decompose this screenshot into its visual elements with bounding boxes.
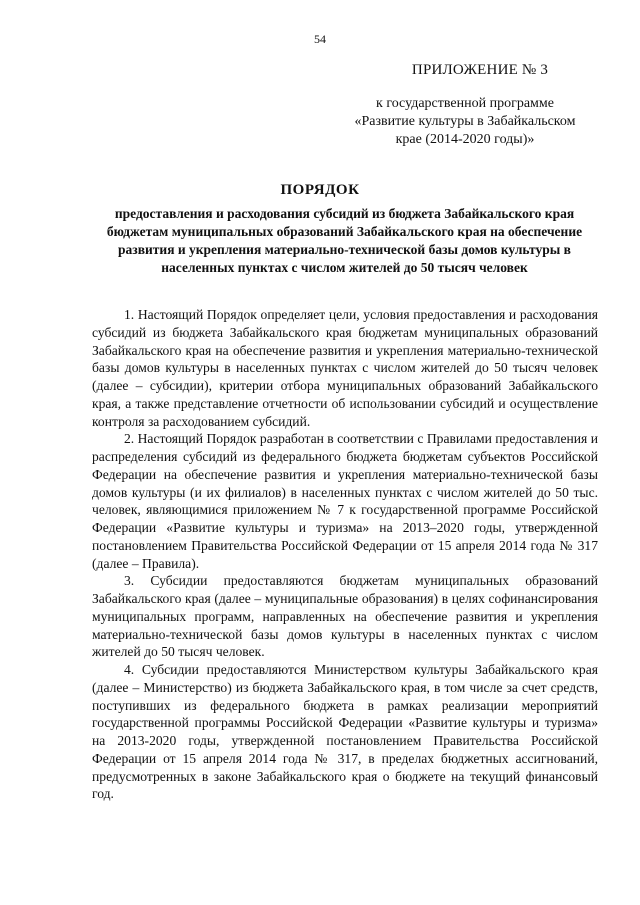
paragraph: 4. Субсидии предоставляются Министерством культуры Забайкальского края (далее – Министерство) из бюджета Забайкальского края, в том числе за счет средств, поступивших из федерального бюджета в рамках реализации мероприятий государственной программы Российской Федерации «Развитие культуры и туризма» на 2013-2020 годы, утвержденной постановлением Правительства Российской Федерации от 15 апреля 2014 года № 317, в пределах бюджетных ассигнований, предусмотренных в законе Забайкальского края о бюджете на текущий финансовый год. [92,662,598,802]
document-title: ПОРЯДОК [280,182,360,198]
paragraph: 3. Субсидии предоставляются бюджетам муниципальных образований Забайкальского края (далее – муниципальные образования) в целях софинансирования муниципальных программ, направленных на обеспечение развития и укрепления материально-технической базы домов культуры в населенных пунктах с числом жителей до 50 тысяч человек. [92,573,598,660]
appendix-reference-line: к государственной программе [376,96,554,111]
appendix-reference-line: «Развитие культуры в Забайкальском [354,114,576,129]
page-number: 54 [314,32,326,46]
document-body [92,306,598,803]
paragraph: 1. Настоящий Порядок определяет цели, условия предоставления и расходования субсидий из бюджета Забайкальского края бюджетам муниципальных образований Забайкальского края на обеспечение развития и укрепления материально-технической базы домов культуры в населенных пунктах с числом жителей до 50 тысяч человек (далее – субсидии), критерии отбора муниципальных образований Забайкальского края, а также представление отчетности об использовании субсидий и осуществление контроля за расходованием субсидий. [92,307,598,429]
appendix-reference [330,95,600,149]
appendix-reference-line: крае (2014-2020 годы)» [395,132,535,147]
paragraph: 2. Настоящий Порядок разработан в соответствии с Правилами предоставления и распределения субсидий из федерального бюджета бюджетам субъектов Российской Федерации на обеспечение развития и укрепления материально-технической базы домов культуры (и их филиалов) в населенных пунктах с числом жителей до 50 тыс. человек, являющимися приложением № 7 к государственной программе Российской Федерации «Развитие культуры и туризма» на 2013–2020 годы, утвержденной постановлением Правительства Российской Федерации от 15 апреля 2014 года № 317 (далее – Правила). [92,431,598,571]
appendix-label: ПРИЛОЖЕНИЕ № 3 [411,62,549,78]
document-subtitle: предоставления и расходования субсидий из бюджета Забайкальского края бюджетам муниципальных образований Забайкальского края на обеспечение развития и укрепления материально-технической базы домов культуры в населенных пунктах с числом жителей до 50 тысяч человек [106,206,583,275]
